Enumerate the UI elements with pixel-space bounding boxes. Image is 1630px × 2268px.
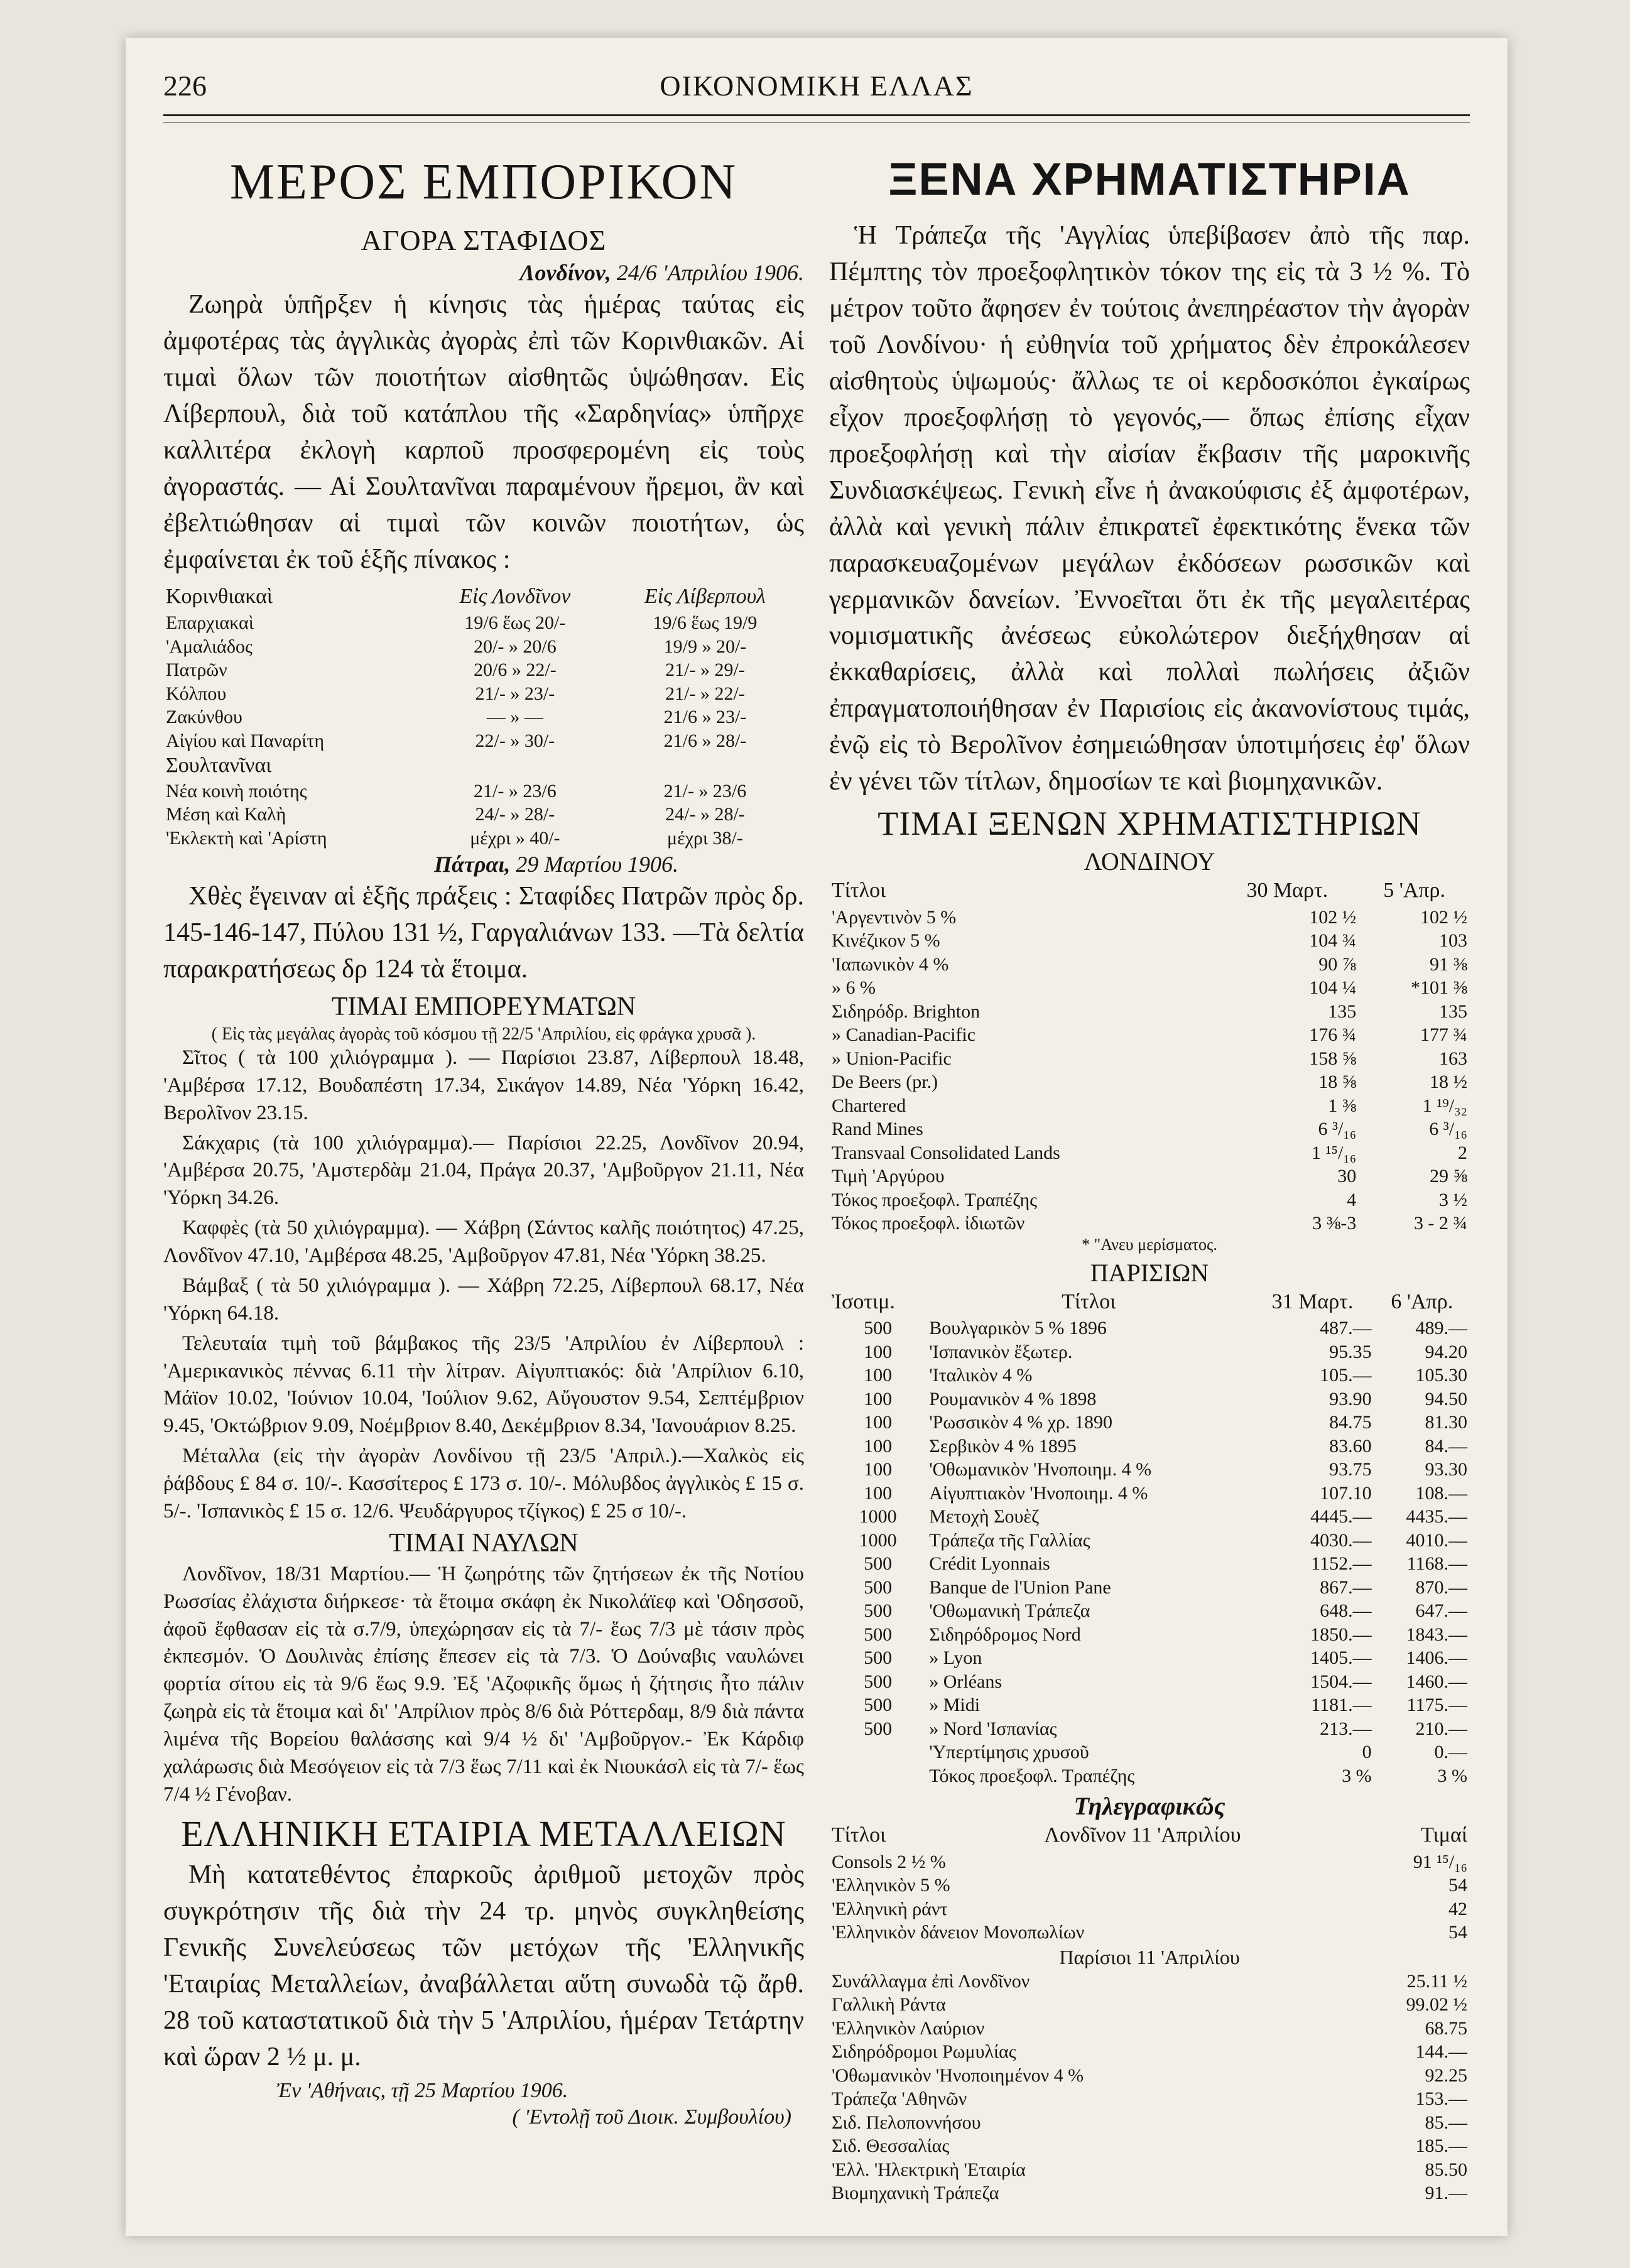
- goods-paragraph: Σάκχαρις (τὰ 100 χιλιόγραμμα).— Παρίσιοι 22.25, Λονδῖνον 20.94, 'Αμβέρσα 20.75, 'Αμστερδὰμ 21.04, Πράγα 20.37, 'Αμβοῦργον 21.11, Νέα 'Υόρκη 34.26.: [163, 1131, 804, 1210]
- table-row: 'Ελληνικὴ ράντ 42: [832, 1898, 1467, 1919]
- table-row: Transvaal Consolidated Lands 1 ¹⁵/₁₆ 2: [832, 1142, 1467, 1163]
- table-row: Σιδηρόδρ. Brighton 135 135: [832, 1001, 1467, 1022]
- raisin-table-header: Κορινθιακαὶ Εἰς Λονδῖνον Εἰς Λίβερπουλ: [166, 584, 766, 608]
- table-row: 500 » Nord 'Ισπανίας 213.— 210.—: [864, 1718, 1467, 1739]
- table-row: 100 'Οθωμανικὸν 'Ηνοποιημ. 4 % 93.75 93.30: [864, 1459, 1467, 1480]
- table-row: Rand Mines 6 ³/₁₆ 6 ³/₁₆: [832, 1119, 1467, 1140]
- newspaper-page: [126, 38, 1508, 2236]
- table-row: Σιδηρόδρομοι Ρωμυλίας 144.—: [832, 2041, 1467, 2063]
- london-heading: ΛΟΝΔΙΝΟΥ: [1084, 847, 1215, 876]
- paris-table-header: Ἰσοτιμ. Τίτλοι 31 Μαρτ. 6 'Απρ.: [832, 1289, 1453, 1313]
- table-row: Σιδ. Πελοποννήσου 85.—: [832, 2112, 1467, 2133]
- raisin-paragraph: Ζωηρὰ ὑπῆρξεν ἡ κίνησις τὰς ἡμέρας ταύτας εἰς ἀμφοτέρας τὰς ἀγγλικὰς ἀγορὰς ἐπὶ τῶν Κορινθιακῶν. Αἱ τιμαὶ ὅλων τῶν ποιοτήτων αἰσθητῶς ὑψώθησαν. Εἰς Λίβερπουλ, διὰ τοῦ κατάπλου τῆς «Σαρδηνίας» ὑπῆρχε καλλιτέρα ἐκλογὴ καρποῦ προσφερομένη εἰς τοὺς ἀγοραστάς. — Αἱ Σουλτανῖναι παραμένουν ἤρεμοι, ἂν καὶ ἐβελτιώθησαν αἱ τιμαὶ τῶν κοινῶν ποιοτήτων, ὡς ἐμφαίνεται ἐκ τοῦ ἑξῆς πίνακος :: [163, 290, 804, 574]
- goods-note: ( Εἰς τὰς μεγάλας ἀγορὰς τοῦ κόσμου τῇ 22/5 'Απριλίου, εἰς φράγκα χρυσᾶ ).: [211, 1024, 756, 1044]
- table-row: Κόλπου 21/- » 23/- 21/- » 22/-: [166, 683, 745, 704]
- goods-paragraph: Μέταλλα (εἰς τὴν ἀγορὰν Λονδίνου τῇ 23/5 'Απριλ.).—Χαλκὸς εἰς ῥάβδους £ 84 σ. 10/-. Κασσίτερος £ 173 σ. 10/-. Μόλυβδος ἀγγλικὸς £ 15 σ. 5/-. 'Ισπανικὸς £ 15 σ. 12/6. Ψευδάργυρος τζίγκος) £ 25 σ 10/-.: [163, 1445, 804, 1522]
- table-row: Αἰγίου καὶ Παναρίτη 22/- » 30/- 21/6 » 28/-: [166, 730, 747, 751]
- mining-paragraph: Μὴ κατατεθέντος ἐπαρκοῦς ἀριθμοῦ μετοχῶν πρὸς συγκρότησιν τῆς διὰ τὴν 24 τρ. μηνὸς συγκληθείσης Γενικῆς Συνελεύσεως τῶν μετόχων τῆς 'Ελληνικῆς 'Εταιρίας Μεταλλείων, ἀναβάλλεται αὕτη συνωδὰ τῷ ἄρθ. 28 τοῦ καταστατικοῦ διὰ τὴν 5 'Απριλίου, ἡμέραν Τετάρτην καὶ ὥραν 2 ½ μ. μ.: [163, 1860, 804, 2071]
- table-row: 100 Ρουμανικὸν 4 % 1898 93.90 94.50: [864, 1388, 1467, 1409]
- paris-heading: ΠΑΡΙΣΙΩΝ: [1090, 1258, 1209, 1287]
- table-row: 500 'Οθωμανικὴ Τράπεζα 648.— 647.—: [864, 1600, 1467, 1622]
- table-row: 'Υπερτίμησις χρυσοῦ 0 0.—: [929, 1742, 1467, 1763]
- goods-heading: ΤΙΜΑΙ ΕΜΠΟΡΕΥΜΑΤΩΝ: [331, 992, 636, 1021]
- table-row: Συνάλλαγμα ἐπὶ Λονδῖνον 25.11 ½: [832, 1970, 1467, 1992]
- page-number: 226: [163, 70, 207, 102]
- table-row: 1000 Τράπεζα τῆς Γαλλίας 4030.— 4010.—: [859, 1529, 1467, 1551]
- table-row: 100 Σερβικὸν 4 % 1895 83.60 84.—: [864, 1435, 1467, 1457]
- table-row: 100 'Ισπανικὸν ἔξωτερ. 95.35 94.20: [864, 1341, 1467, 1362]
- table-row: 100 'Ρωσσικὸν 4 % χρ. 1890 84.75 81.30: [864, 1412, 1467, 1433]
- mining-signature: ( 'Εντολῇ τοῦ Διοικ. Συμβουλίου): [512, 2105, 791, 2129]
- left-main-heading: ΜΕΡΟΣ ΕΜΠΟΡΙΚΟΝ: [229, 155, 738, 210]
- table-row: 'Ελληνικὸν Λαύριον 68.75: [832, 2017, 1467, 2039]
- freight-heading: ΤΙΜΑΙ ΝΑΥΛΩΝ: [389, 1528, 579, 1558]
- foreign-prices-heading: ΤΙΜΑΙ ΞΕΝΩΝ ΧΡΗΜΑΤΙΣΤΗΡΙΩΝ: [877, 805, 1421, 843]
- table-row: De Beers (pr.) 18 ⅝ 18 ½: [832, 1072, 1467, 1093]
- table-row: Σιδ. Θεσσαλίας 185.—: [832, 2135, 1467, 2157]
- goods-paragraph: Καφφὲς (τὰ 50 χιλιόγραμμα). — Χάβρη (Σάντος καλῆς ποιότητος) 47.25, Λονδῖνον 47.10, 'Αμβέρσα 48.25, 'Αμβοῦργον 47.81, Νέα 'Υόρκη 38.25.: [163, 1217, 804, 1267]
- right-column: [829, 148, 1470, 2205]
- table-row: Νέα κοινὴ ποιότης 21/- » 23/6 21/- » 23/6: [166, 780, 747, 801]
- table-row: 'Ελληνικὸν δάνειον Μονοπωλίων 54: [832, 1922, 1467, 1943]
- table-row: 'Εκλεκτὴ καὶ 'Αρίστη μέχρι » 40/- μέχρι 38/-: [166, 827, 743, 849]
- table-row: » Canadian-Pacific 176 ¾ 177 ¾: [832, 1024, 1467, 1046]
- freight-paragraph: Λονδῖνον, 18/31 Μαρτίου.— Ἡ ζωηρότης τῶν ζητήσεων ἐκ τῆς Νοτίου Ρωσσίας ἐλάχιστα διήρκεσε· τὰ ἕτοιμα σκάφη ἐκ Νικολάϊεφ καὶ 'Οδησσοῦ, ἀφοῦ ἔφθασαν εἰς τὰ σ.7/9, ὑπεχώρησαν εἰς τὰ 7/- ἕως 7/3 μὲ τάσιν πρὸς ἐκπεσμόν. Ὁ Δουλινὰς ἐπίσης ἔπεσεν εἰς τὰ 7/3. Ὁ Δούναβις ναυλώνει φορτία σίτου εἰς τὰ 9/6 ἕως 9.9. Ἐξ 'Αζοφικῆς ὅμως ἡ ζήτησις ἦτο πάλιν ζωηρὰ εἰς τὰ ἕτοιμα καὶ δι' 'Απρίλιον πρὸς 8/6 διὰ Ρόττερδαμ, 8/9 διὰ πάντα λιμένα τῆς Βορείου θαλάσσης καὶ 9/4 ½ δι' 'Αμβοῦργον.- Ἐκ Κάρδιφ χαλάρωσις διὰ Μεσόγειον εἰς τὰ 7/3 ἕως 7/11 καὶ ἐκ Νιουκάσλ εἰς τὰ 7/- ἕως 7/4 ½ Γένοβαν.: [163, 1562, 804, 1806]
- london-table-header: Τίτλοι 30 Μαρτ. 5 'Απρ.: [832, 879, 1446, 903]
- london-footnote: * "Ανευ μερίσματος.: [1082, 1235, 1217, 1254]
- table-row: » 6 % 104 ¼ *101 ⅜: [832, 977, 1467, 999]
- table-row: Κινέζικον 5 % 104 ¾ 103: [832, 930, 1467, 952]
- table-row: 'Ιαπωνικὸν 4 % 90 ⅞ 91 ⅜: [832, 953, 1467, 975]
- table-row: 'Οθωμανικὸν 'Ηνοποιημένον 4 % 92.25: [832, 2065, 1467, 2086]
- table-row: Τράπεζα 'Αθηνῶν 153.—: [832, 2088, 1467, 2110]
- table-row: 100 Αἰγυπτιακὸν 'Ηνοποιημ. 4 % 107.10 108.—: [864, 1482, 1467, 1504]
- left-column: [163, 148, 804, 2129]
- table-row: Μέση καὶ Καλὴ 24/- » 28/- 24/- » 28/-: [166, 804, 745, 825]
- mining-heading: ΕΛΛΗΝΙΚΗ ΕΤΑΙΡΙΑ ΜΕΤΑΛΛΕΙΩΝ: [181, 1813, 786, 1854]
- table-subheading: Σουλτανῖναι: [166, 754, 272, 778]
- table-row: 'Αργεντινὸν 5 % 102 ½ 102 ½: [832, 906, 1467, 928]
- journal-title: ΟΙΚΟΝΟΜΙΚΗ ΕΛΛΑΣ: [660, 70, 974, 102]
- table-row: 1000 Μετοχὴ Σουὲζ 4445.— 4435.—: [859, 1506, 1467, 1527]
- table-row: » Union-Pacific 158 ⅝ 163: [832, 1048, 1467, 1069]
- patras-dateline: Πάτραι, 29 Μαρτίου 1906.: [434, 852, 678, 877]
- raisin-dateline: Λονδίνον, 24/6 'Απριλίου 1906.: [519, 260, 804, 285]
- table-row: 500 Banque de l'Union Pane 867.— 870.—: [864, 1576, 1467, 1598]
- patras-paragraph: Χθὲς ἔγειναν αἱ ἑξῆς πράξεις : Σταφίδες Πατρῶν πρὸς δρ. 145-146-147, Πύλου 131 ½, Γαργαλιάνων 133. —Τὰ δελτία παρακρατήσεως δρ 124 τὰ ἕτοιμα.: [163, 882, 804, 984]
- table-row: Τόκος προεξοφλ. Τραπέζης 4 3 ½: [832, 1189, 1467, 1210]
- raisin-table: [163, 582, 804, 850]
- table-row: Chartered 1 ⅜ 1 ¹⁹/₃₂: [832, 1095, 1467, 1116]
- table-row: Τόκος προεξοφλ. ἰδιωτῶν 3 ⅜-3 3 - 2 ¾: [832, 1213, 1467, 1234]
- table-row: Τόκος προεξοφλ. Τραπέζης 3 % 3 %: [929, 1765, 1467, 1786]
- telegraph-table-header: Τίτλοι Λονδῖνον 11 'Απριλίου Τιμαί: [832, 1823, 1467, 1847]
- table-row: Πατρῶν 20/6 » 22/- 21/- » 29/-: [166, 659, 745, 681]
- table-row: Βιομηχανικὴ Τράπεζα 91.—: [832, 2183, 1467, 2204]
- table-row: Γαλλικὴ Ράντα 99.02 ½: [832, 1994, 1467, 2016]
- table-row: 'Αμαλιάδος 20/- » 20/6 19/9 » 20/-: [166, 636, 747, 657]
- table-row: Ζακύνθου — » — 21/6 » 23/-: [166, 707, 747, 728]
- london-table: [829, 876, 1470, 1235]
- table-row: 100 'Ιταλικὸν 4 % 105.— 105.30: [864, 1365, 1467, 1386]
- telegraph-paris-label: Παρίσιοι 11 'Απριλίου: [1059, 1945, 1240, 1968]
- table-row: 500 Βουλγαρικὸν 5 % 1896 487.— 489.—: [864, 1318, 1467, 1339]
- mining-place-date: Ἐν 'Αθήναις, τῇ 25 Μαρτίου 1906.: [276, 2079, 568, 2103]
- table-row: 500 » Orléans 1504.— 1460.—: [864, 1671, 1467, 1692]
- table-row: 500 Crédit Lyonnais 1152.— 1168.—: [864, 1553, 1467, 1575]
- table-row: Επαρχιακαὶ 19/6 ἕως 20/- 19/6 ἕως 19/9: [166, 612, 758, 634]
- table-row: 500 » Lyon 1405.— 1406.—: [864, 1647, 1467, 1669]
- table-row: 'Ελλ. 'Ηλεκτρικὴ 'Εταιρία 85.50: [832, 2159, 1467, 2180]
- table-row: Τιμὴ 'Αργύρου 30 29 ⅝: [832, 1166, 1467, 1187]
- table-row: 'Ελληνικὸν 5 % 54: [832, 1875, 1467, 1896]
- paris-table: [829, 1288, 1470, 1788]
- telegraph-heading: Τηλεγραφικῶς: [1073, 1792, 1225, 1821]
- running-header: [163, 63, 1470, 107]
- telegraph-london-table: [829, 1821, 1470, 2205]
- table-row: Consols 2 ½ % 91 ¹⁵/₁₆: [832, 1851, 1467, 1872]
- goods-paragraph: Τελευταία τιμὴ τοῦ βάμβακος τῆς 23/5 'Απριλίου ἐν Λίβερπουλ : 'Αμερικανικὸς πέννας 6.11 τὴν λίτραν. Αἰγυπτιακός: διὰ 'Απρίλιον 6.10, Μάϊον 10.02, 'Ιούνιον 10.04, 'Ιούλιον 9.62, Αὔγουστον 9.54, Σεπτέμβριον 9.45, 'Οκτώβριον 9.09, Νοέμβριον 8.40, Δεκέμβριον 8.34, 'Ιανουάριον 8.25.: [163, 1332, 804, 1438]
- goods-paragraph: Σῖτος ( τὰ 100 χιλιόγραμμα ). — Παρίσιοι 23.87, Λίβερπουλ 18.48, 'Αμβέρσα 17.12, Βουδαπέστη 17.34, Σικάγον 14.89, Νέα 'Υόρκη 16.42, Βερολῖνον 23.15.: [163, 1046, 804, 1124]
- table-row: 500 Σιδηρόδρομος Nord 1850.— 1843.—: [864, 1624, 1467, 1645]
- goods-paragraph: Βάμβαξ ( τὰ 50 χιλιόγραμμα ). — Χάβρη 72.25, Λίβερπουλ 68.17, Νέα 'Υόρκη 64.18.: [163, 1274, 804, 1325]
- right-main-heading: ΞΕΝΑ ΧΡΗΜΑΤΙΣΤΗΡΙΑ: [888, 155, 1411, 205]
- exchanges-paragraph: Ἡ Τράπεζα τῆς 'Αγγλίας ὑπεβίβασεν ἀπὸ τῆς παρ. Πέμπτης τὸν προεξοφλητικὸν τόκον της εἰς τὰ 3 ½ %. Τὸ μέτρον τοῦτο ἄφησεν ἐν τούτοις ἀνεπηρέαστον τὴν ἀγορὰν τοῦ Λονδίνου· ἡ εὐθηνία τοῦ χρήματος δὲν ἐπροκάλεσεν αἰσθητοὺς ὑψωμούς· ἄλλως τε οἱ κερδοσκόποι ἐγκαίρως εἶχον προεξοφλήσῃ τὸ γεγονός,— ὅπως ἐπίσης εἶχαν προεξοφλήσῃ καὶ τὴν αἰσίαν ἔκβασιν τῆς μαροκινῆς Συνδιασκέψεως. Γενικὴ εἶνε ἡ ἀνακούφισις ἐξ ἀμφοτέρων, ἀλλὰ καὶ γενικὴ πάλιν ἐπικρατεῖ ἐφεκτικότης ἕνεκα τῶν παρασκευαζομένων μεγάλων ἐκδόσεων ρωσσικῶν καὶ γερμανικῶν δανείων. Ἐννοεῖται ὅτι ἐκ τῆς μεγαλειτέρας νομισματικῆς ἀνέσεως εὐκολώτερον διεξήχθησαν αἱ ἐκκαθαρίσεις, ἀλλὰ καὶ πολλαὶ πωλήσεις ἀξιῶν ἐπραγματοποιήθησαν ἐν Παρισίοις εἰς ἀκανονίστους τιμάς, ἐνῷ εἰς τὸ Βερολῖνον ἐσημειώθησαν ὑποτιμήσεις ἐφ' ὅλων ἐν γένει τῶν τίτλων, δημοσίων τε καὶ βιομηχανικῶν.: [829, 221, 1470, 796]
- raisin-heading: ΑΓΟΡΑ ΣΤΑΦΙΔΟΣ: [361, 224, 607, 256]
- header-rule: [163, 114, 1470, 116]
- table-row: 500 » Midi 1181.— 1175.—: [864, 1695, 1467, 1716]
